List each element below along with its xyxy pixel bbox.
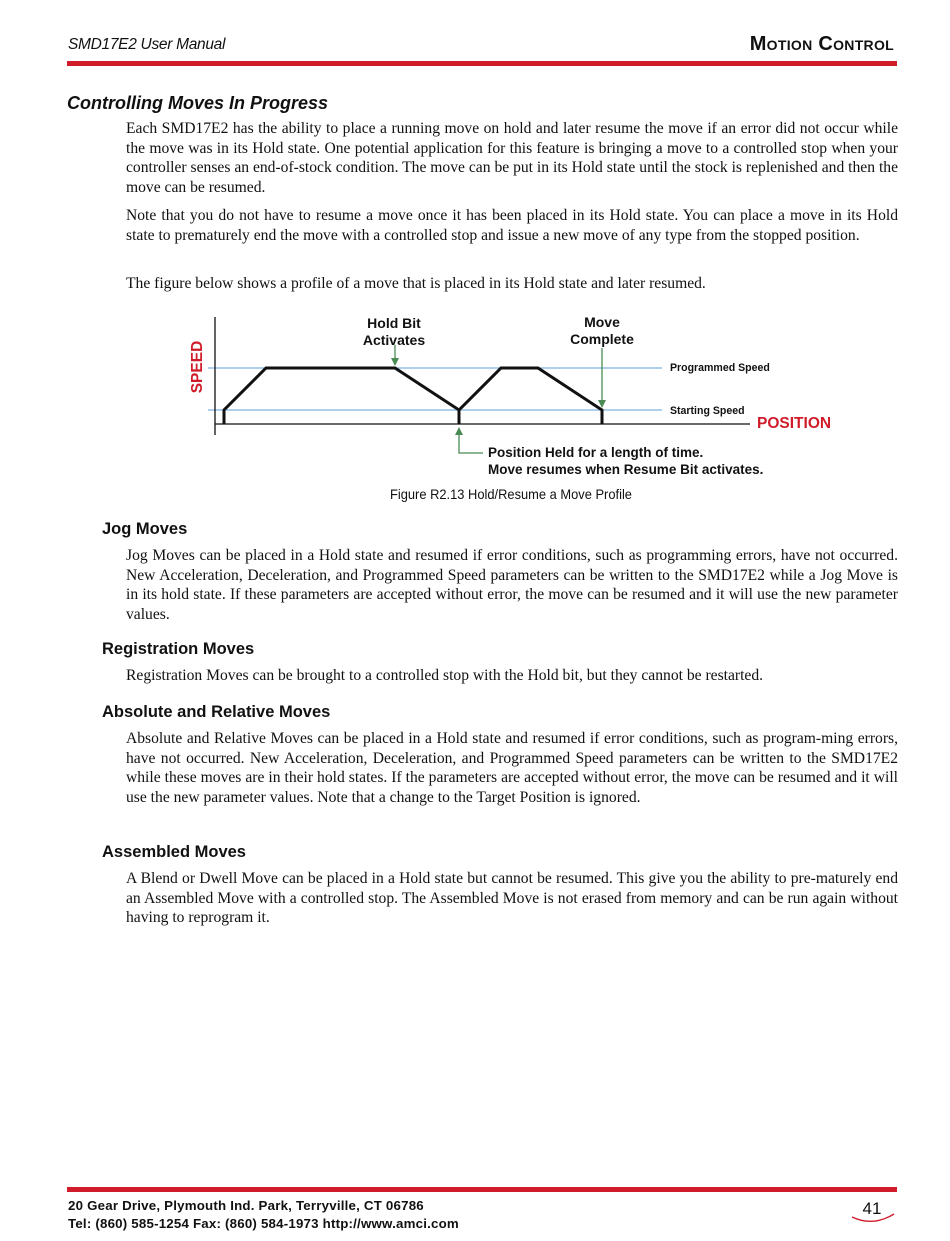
move-profile-diagram	[150, 305, 850, 485]
held-arrow-line	[459, 433, 483, 453]
page-number	[850, 1197, 896, 1225]
footer-contact: Tel: (860) 585-1254 Fax: (860) 584-1973 http://www.amci.com	[68, 1216, 459, 1231]
intro-paragraph-2: Note that you do not have to resume a move once it has been placed in its Hold state. You can place a move in its Hold state to prematurely end the move with a controlled stop and issue a new move of any type from the stopped position.	[126, 207, 898, 244]
jog-moves-heading: Jog Moves	[102, 520, 188, 538]
chapter-title: Motion Control	[749, 33, 894, 55]
move-complete-label-1: Move	[584, 314, 620, 330]
intro-paragraph-3: The figure below shows a profile of a move that is placed in its Hold state and later resumed.	[126, 275, 706, 292]
intro-paragraph-1: Each SMD17E2 has the ability to place a running move on hold and later resume the move if an error did not occur while the move was in its Hold state. One potential application for this feature is bringing a move to a controlled stop when your controller senses an end-of-stock condition. The move can be put in its Hold state until the stock is replenished and then the move can be resumed.	[126, 120, 898, 196]
speed-profile-line	[224, 368, 602, 424]
registration-moves-heading: Registration Moves	[102, 640, 255, 658]
x-axis-label: POSITION	[757, 415, 832, 432]
jog-moves-body: Jog Moves can be placed in a Hold state and resumed if error conditions, such as programming errors, have not occurred. New Acceleration, Deceleration, and Programmed Speed parameters can be written to the SMD17E2 while a Jog Move is in its hold state. If these parameters are accepted without error, the move can be resumed and it will use the new parameter values.	[126, 547, 898, 623]
hold-arrow-head	[391, 358, 399, 366]
move-complete-label-2: Complete	[570, 331, 634, 347]
assembled-moves-heading: Assembled Moves	[102, 843, 246, 861]
figure-caption: Figure R2.13 Hold/Resume a Move Profile	[390, 486, 632, 502]
manual-title: SMD17E2 User Manual	[68, 36, 226, 53]
absolute-relative-heading: Absolute and Relative Moves	[102, 703, 331, 721]
footer-address: 20 Gear Drive, Plymouth Ind. Park, Terryville, CT 06786	[68, 1198, 424, 1213]
page-number-text: 41	[862, 1199, 882, 1218]
y-axis-label: SPEED	[189, 340, 206, 394]
starting-speed-label: Starting Speed	[670, 404, 745, 418]
hold-bit-label-1: Hold Bit	[367, 315, 421, 331]
position-held-note-2: Move resumes when Resume Bit activates.	[488, 462, 764, 477]
assembled-moves-body: A Blend or Dwell Move can be placed in a Hold state but cannot be resumed. This give you the ability to pre-maturely end an Assembled Move with a controlled stop. The Assembled Move is not erased from memory and can be run again without having to reprogram it.	[126, 870, 898, 926]
section-title: Controlling Moves In Progress	[67, 93, 329, 113]
position-held-note-1: Position Held for a length of time.	[488, 445, 704, 460]
footer-rule	[67, 1187, 897, 1192]
absolute-relative-body: Absolute and Relative Moves can be placed in a Hold state and resumed if error conditions, such as program-ming errors, have not occurred. New Acceleration, Deceleration, and Programmed Speed parameters can be written to the SMD17E2 while these moves are in their hold states. If the parameters are accepted without error, the move can be resumed and it will use the new parameter values. Note that a change to the Target Position is ignored.	[126, 730, 898, 806]
registration-moves-body: Registration Moves can be brought to a controlled stop with the Hold bit, but they cannot be restarted.	[126, 667, 764, 684]
hold-bit-label-2: Activates	[362, 332, 426, 348]
held-arrow-head	[455, 427, 463, 435]
programmed-speed-label: Programmed Speed	[670, 361, 770, 375]
header-rule	[67, 61, 897, 66]
hold-resume-figure	[150, 305, 850, 485]
